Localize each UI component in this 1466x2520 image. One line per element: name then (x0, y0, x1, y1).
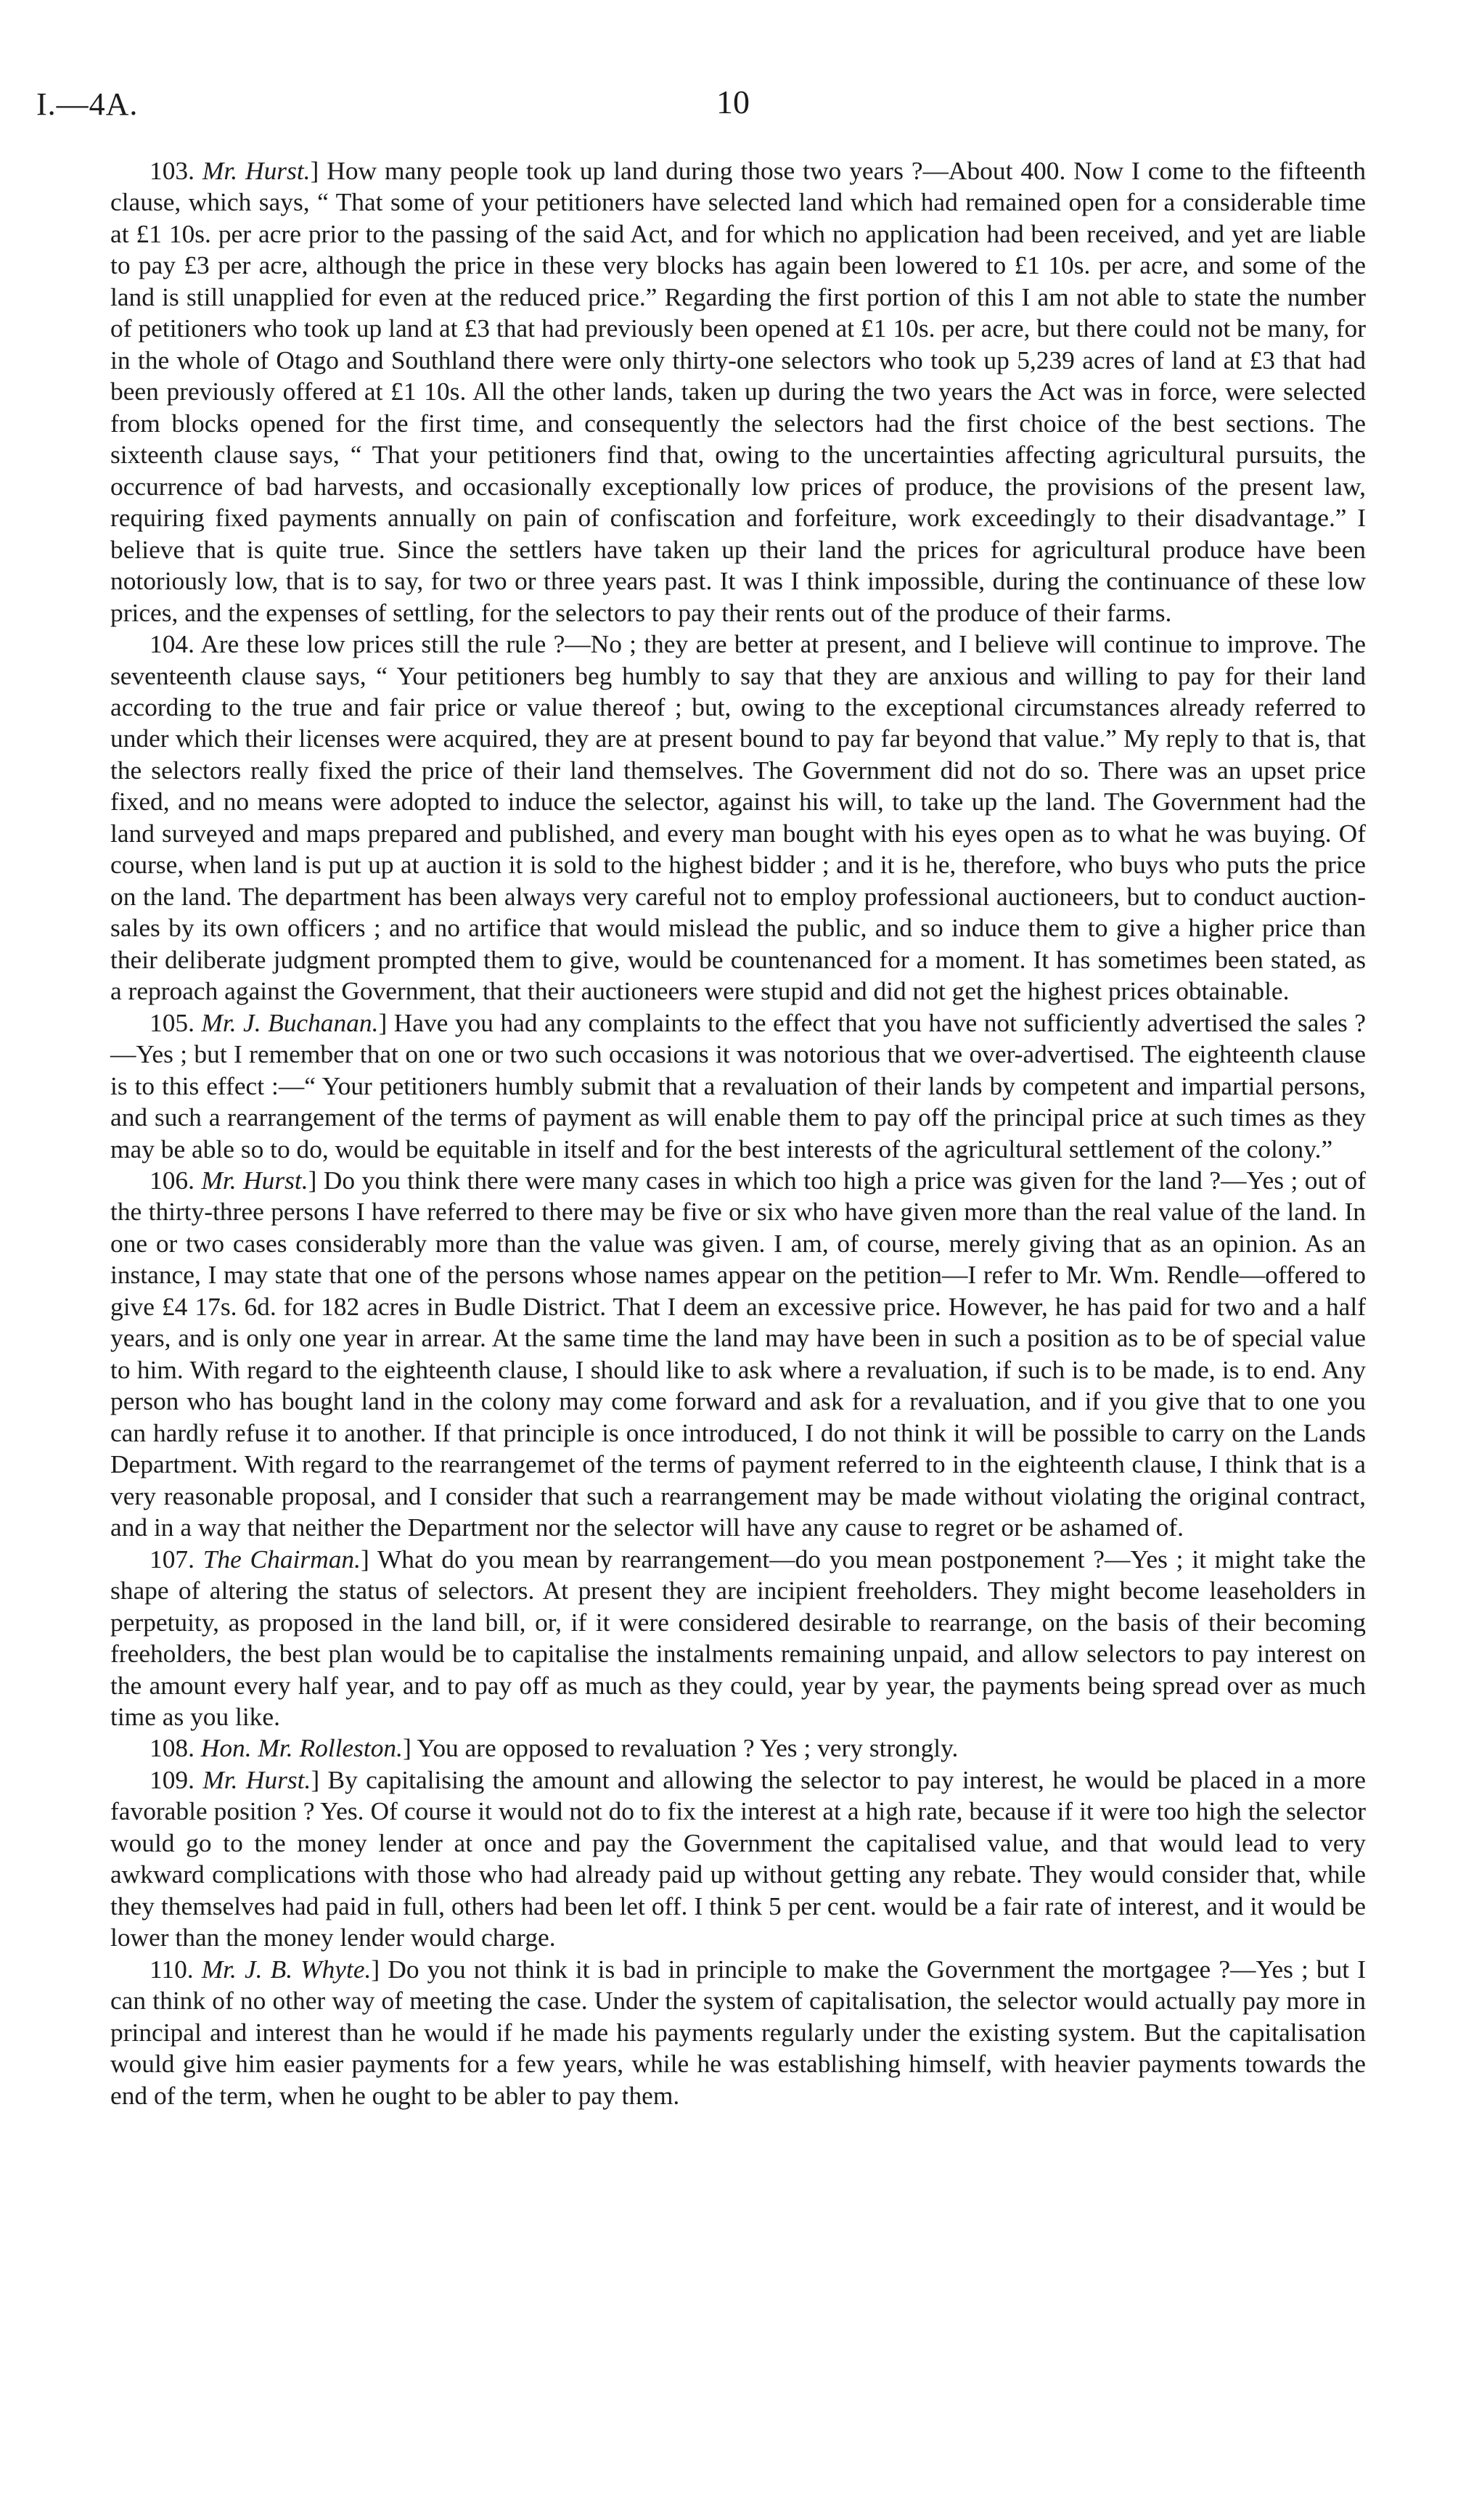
paragraph-110: 110. Mr. J. B. Whyte.] Do you not think it is bad in principle to make the Government the mortgagee ?—Yes ; but I can think of no other way of meeting the case. Under the system of capitalisation, the selector would actually pay more in principal and interest than he would if he made his payments regularly under the existing system. But the capitalisation would give him easier payments for a few years, while he was establishing himself, with heavier payments towards the end of the term, when he ought to be abler to pay them. (110, 1954, 1366, 2110)
speaker-name: Mr. J. B. Whyte. (201, 1954, 372, 1984)
page-number: 10 (716, 83, 750, 120)
paragraph-103: 103. Mr. Hurst.] How many people took up land during those two years ?—About 400. Now I come to the fifteenth clause, which says, “ That some of your petitioners have selected land which had remained open for a considerable time at £1 10s. per acre prior to the passing of the said Act, and for which no application had been received, and yet are liable to pay £3 per acre, although the price in these very blocks has again been lowered to £1 10s. per acre, and some of the land is still unapplied for even at the reduced price.” Regarding the first portion of this I am not able to state the number of petitioners who took up land at £3 that had previously been opened at £1 10s. per acre, but there could not be many, for in the whole of Otago and Southland there were only thirty-one selectors who took up 5,239 acres of land at £3 that had been previously offered at £1 10s. All the other lands, taken up during the two years the Act was in force, were selected from blocks opened for the first time, and consequently the selectors had the first choice of the best sections. The sixteenth clause says, “ That your petitioners find that, owing to the uncertainties affecting agricultural pursuits, the occurrence of bad harvests, and occasionally exceptionally low prices of produce, the provisions of the present law, requiring fixed payments annually on pain of confiscation and forfeiture, work exceedingly to their disadvantage.” I believe that is quite true. Since the settlers have taken up their land the prices for agricultural produce have been notoriously low, that is to say, for two or three years past. It was I think impossible, during the continuance of these low prices, and the expenses of settling, for the selectors to pay their rents out of the produce of their farms. (110, 156, 1366, 627)
speaker-name: Hon. Mr. Rolleston. (200, 1733, 403, 1763)
paragraph-109: 109. Mr. Hurst.] By capitalising the amount and allowing the selector to pay interest, he would be placed in a more favorable position ? Yes. Of course it would not do to fix the interest at a high rate, because if it were too high the selector would go to the money lender at once and pay the Government the capitalised value, and that would lead to very awkward complications with those who had already paid up without getting any rebate. They would consider that, while they themselves had paid in full, others had been let off. I think 5 per cent. would be a fair rate of interest, and it would be lower than the money lender would charge. (110, 1764, 1367, 1952)
speaker-name: Mr. Hurst. (202, 1764, 311, 1794)
document-reference: I.—4A. (36, 86, 139, 122)
paragraph-107: 107. The Chairman.] What do you mean by rearrangement—do you mean postponement ?—Yes ; it might take the shape of altering the status of selectors. At present they are incipient freeholders. They might become leaseholders in perpetuity, as proposed in the land bill, or, if it were considered desirable to rearrange, on the basis of their becoming freeholders, the best plan would be to capitalise the instalments remaining unpaid, and allow selectors to pay interest on the amount every half year, and to pay off as much as they could, year by year, the payments being spread over as much time as you like. (110, 1544, 1366, 1731)
paragraph-104: 104. Are these low prices still the rule ?—No ; they are better at present, and I believe will continue to improve. The seventeenth clause says, “ Your petitioners beg humbly to say that they are anxious and willing to pay for their land according to the true and fair price or value thereof ; but, owing to the exceptional circumstances already referred to under which their licenses were acquired, they are at present bound to pay far beyond that value.” My reply to that is, that the selectors really fixed the price of their land themselves. The Government did not do so. There was an upset price fixed, and no means were adopted to induce the selector, against his will, to take up the land. The Government had the land surveyed and maps prepared and published, and every man bought with his eyes open as to what he was buying. Of course, when land is put up at auction it is sold to the highest bidder ; and it is he, therefore, who buys who puts the price on the land. The department has been always very careful not to employ professional auctioneers, but to conduct auction-sales by its own officers ; and no artifice that would mislead the public, and so induce them to give a higher price than their deliberate judgment prompted them to give, would be countenanced for a moment. It has sometimes been stated, as a reproach against the Government, that their auctioneers were stupid and did not get the highest prices obtainable. (110, 629, 1366, 1006)
paragraph-105: 105. Mr. J. Buchanan.] Have you had any complaints to the effect that you have not sufficiently advertised the sales ?—Yes ; but I remember that on one or two such occasions it was notorious that we over-advertised. The eighteenth clause is to this effect :—“ Your petitioners humbly submit that a revaluation of their lands by competent and impartial persons, and such a rearrangement of the terms of payment as will enable them to pay off the principal price at such times as they may be able so to do, would be equitable in itself and for the best interests of the agricultural settlement of the colony.” (110, 1007, 1367, 1163)
speaker-name: Mr. Hurst. (202, 156, 311, 185)
speaker-name: The Chairman. (202, 1544, 361, 1574)
paragraph-106: 106. Mr. Hurst.] Do you think there were many cases in which too high a price was given for the land ?—Yes ; out of the thirty-three persons I have referred to there may be five or six who have given more than the real value of the land. In one or two cases considerably more than the value was given. I am, of course, merely giving that as an opinion. As an instance, I may state that one of the persons whose names appear on the petition—I refer to Mr. Wm. Rendle—offered to give £4 17s. 6d. for 182 acres in Budle District. That I deem an excessive price. However, he has paid for two and a half years, and is only one year in arrear. At the same time the land may have been in such a position as to be of special value to him. With regard to the eighteenth clause, I should like to ask where a revaluation, if such is to be made, is to end. Any person who has bought land in the colony may come forward and ask for a revaluation, and if you give that to one you can hardly refuse it to another. If that principle is once introduced, I do not think it will be possible to carry on the Lands Department. With regard to the rearrangemet of the terms of payment referred to in the eighteenth clause, I think that is a very reasonable proposal, and I consider that such a rearrangement may be made without violating the original contract, and in a way that neither the Department nor the selector will have any cause to regret or be ashamed of. (110, 1166, 1366, 1542)
speaker-name: Mr. J. Buchanan. (201, 1007, 379, 1037)
paragraph-108: 108. Hon. Mr. Rolleston.] You are opposed to revaluation ? Yes ; very strongly. (150, 1733, 959, 1763)
evidence-body (110, 155, 1366, 2111)
speaker-name: Mr. Hurst. (201, 1166, 308, 1195)
